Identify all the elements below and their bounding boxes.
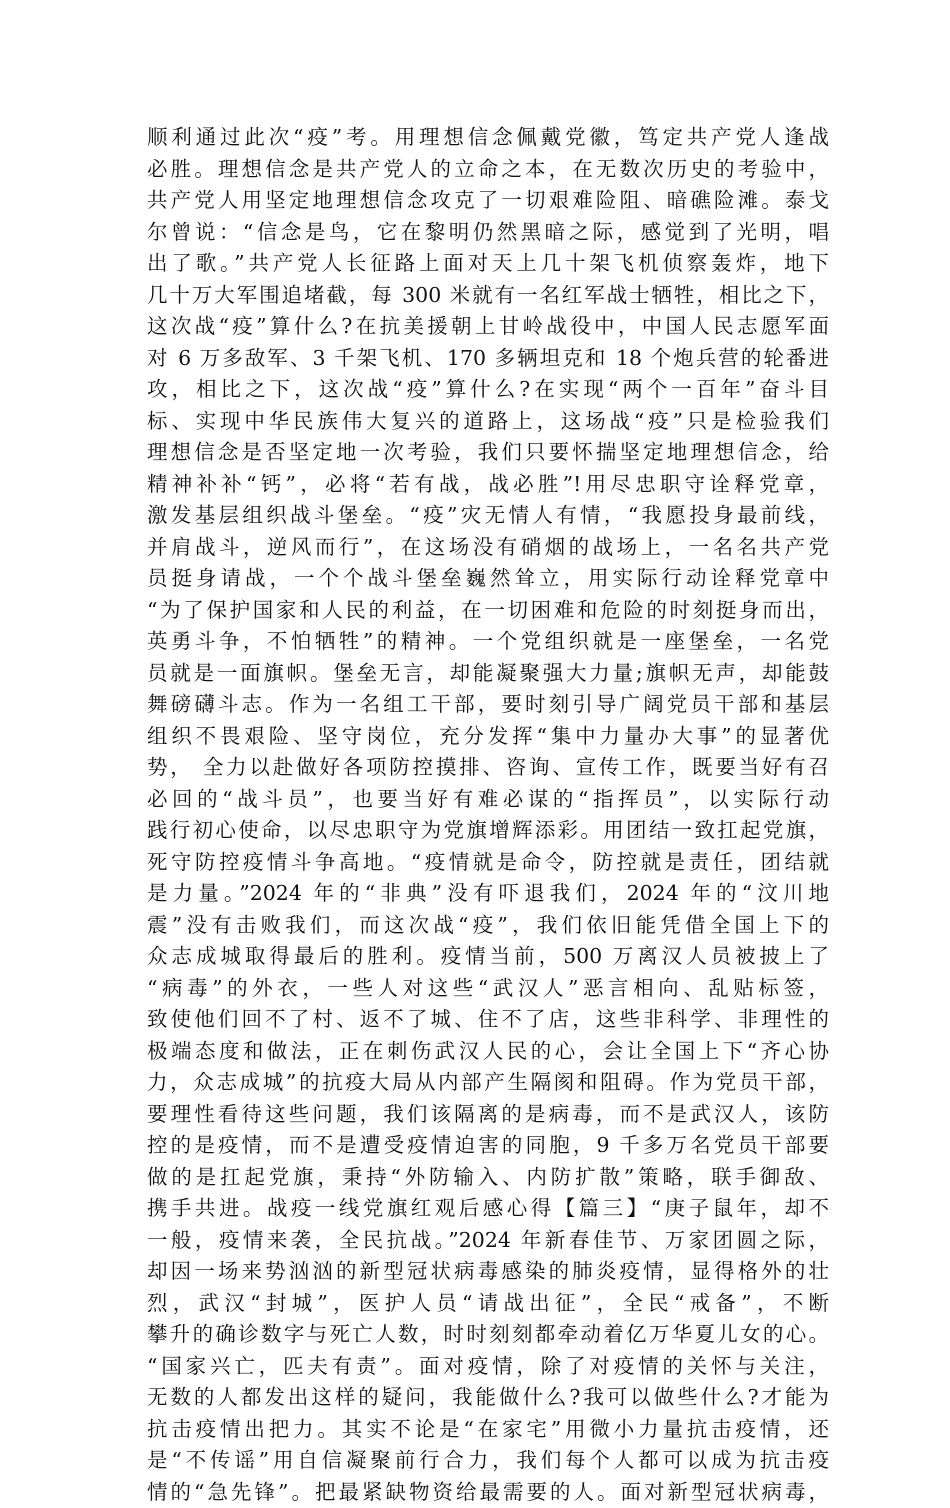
text-line: 攻，相比之下，这次战“疫”算什么?在实现“两个一百年”奋斗目 — [147, 374, 829, 406]
text-line: 员就是一面旗帜。堡垒无言，却能凝聚强大力量;旗帜无声，却能鼓 — [147, 658, 829, 690]
text-line: 势， 全力以赴做好各项防控摸排、咨询、宣传工作，既要当好有召 — [147, 752, 829, 784]
text-line: 员挺身请战，一个个战斗堡垒巍然耸立，用实际行动诠释党章中 — [147, 563, 829, 595]
text-line: 是“不传谣”用自信凝聚前行合力，我们每个人都可以成为抗击疫 — [147, 1445, 829, 1477]
text-line: 出了歌。”共产党人长征路上面对天上几十架飞机侦察轰炸，地下 — [147, 248, 829, 280]
text-line: 攀升的确诊数字与死亡人数，时时刻刻都牵动着亿万华夏儿女的心。 — [147, 1319, 829, 1351]
body-text — [147, 122, 829, 1508]
text-line: 对 6 万多敌军、3 千架飞机、170 多辆坦克和 18 个炮兵营的轮番进 — [147, 343, 829, 375]
text-line: 必回的“战斗员”，也要当好有难必谋的“指挥员”，以实际行动 — [147, 784, 829, 816]
text-line: 携手共进。战疫一线党旗红观后感心得【篇三】“庚子鼠年，却不 — [147, 1193, 829, 1225]
text-line: 一般，疫情来袭，全民抗战。”2024 年新春佳节、万家团圆之际， — [147, 1225, 829, 1257]
text-line: “为了保护国家和人民的利益，在一切困难和危险的时刻挺身而出， — [147, 595, 829, 627]
text-line: 力，众志成城”的抗疫大局从内部产生隔阂和阻碍。作为党员干部， — [147, 1067, 829, 1099]
text-line: 舞磅礴斗志。作为一名组工干部，要时刻引导广阔党员干部和基层 — [147, 689, 829, 721]
text-line: 死守防控疫情斗争高地。“疫情就是命令，防控就是责任，团结就 — [147, 847, 829, 879]
text-line: 尔曾说：“信念是鸟，它在黎明仍然黑暗之际，感觉到了光明，唱 — [147, 217, 829, 249]
text-line: 英勇斗争，不怕牺牲”的精神。一个党组织就是一座堡垒，一名党 — [147, 626, 829, 658]
text-line: 却因一场来势汹汹的新型冠状病毒感染的肺炎疫情，显得格外的壮 — [147, 1256, 829, 1288]
text-line: 顺利通过此次“疫”考。用理想信念佩戴党徽，笃定共产党人逢战 — [147, 122, 829, 154]
text-line: “国家兴亡，匹夫有责”。面对疫情，除了对疫情的关怀与关注， — [147, 1351, 829, 1383]
text-line: 极端态度和做法，正在刺伤武汉人民的心，会让全国上下“齐心协 — [147, 1036, 829, 1068]
text-line: 无数的人都发出这样的疑问，我能做什么?我可以做些什么?才能为 — [147, 1382, 829, 1414]
text-line: 共产党人用坚定地理想信念攻克了一切艰难险阻、暗礁险滩。泰戈 — [147, 185, 829, 217]
text-line: 并肩战斗，逆风而行”，在这场没有硝烟的战场上，一名名共产党 — [147, 532, 829, 564]
text-line: 情的“急先锋”。把最紧缺物资给最需要的人。面对新型冠状病毒， — [147, 1477, 829, 1508]
text-line: 做的是扛起党旗，秉持“外防输入、内防扩散”策略，联手御敌、 — [147, 1162, 829, 1194]
text-line: 致使他们回不了村、返不了城、住不了店，这些非科学、非理性的 — [147, 1004, 829, 1036]
text-line: 是力量。”2024 年的“非典”没有吓退我们，2024 年的“汶川地 — [147, 878, 829, 910]
text-line: 要理性看待这些问题，我们该隔离的是病毒，而不是武汉人，该防 — [147, 1099, 829, 1131]
text-line: 理想信念是否坚定地一次考验，我们只要怀揣坚定地理想信念，给 — [147, 437, 829, 469]
text-line: 抗击疫情出把力。其实不论是“在家宅”用微小力量抗击疫情，还 — [147, 1414, 829, 1446]
text-line: 精神补补“钙”，必将“若有战，战必胜”!用尽忠职守诠释党章， — [147, 469, 829, 501]
text-line: 众志成城取得最后的胜利。疫情当前，500 万离汉人员被披上了 — [147, 941, 829, 973]
text-line: 烈，武汉“封城”，医护人员“请战出征”，全民“戒备”，不断 — [147, 1288, 829, 1320]
text-line: 几十万大军围追堵截，每 300 米就有一名红军战士牺牲，相比之下， — [147, 280, 829, 312]
text-line: 震”没有击败我们，而这次战“疫”，我们依旧能凭借全国上下的 — [147, 910, 829, 942]
text-line: “病毒”的外衣，一些人对这些“武汉人”恶言相向、乱贴标签， — [147, 973, 829, 1005]
text-line: 践行初心使命，以尽忠职守为党旗增辉添彩。用团结一致扛起党旗， — [147, 815, 829, 847]
text-line: 控的是疫情，而不是遭受疫情迫害的同胞，9 千多万名党员干部要 — [147, 1130, 829, 1162]
text-line: 组织不畏艰险、坚守岗位，充分发挥“集中力量办大事”的显著优 — [147, 721, 829, 753]
text-line: 这次战“疫”算什么?在抗美援朝上甘岭战役中，中国人民志愿军面 — [147, 311, 829, 343]
text-line: 必胜。理想信念是共产党人的立命之本，在无数次历史的考验中， — [147, 154, 829, 186]
text-line: 激发基层组织战斗堡垒。“疫”灾无情人有情，“我愿投身最前线， — [147, 500, 829, 532]
text-line: 标、实现中华民族伟大复兴的道路上，这场战“疫”只是检验我们 — [147, 406, 829, 438]
